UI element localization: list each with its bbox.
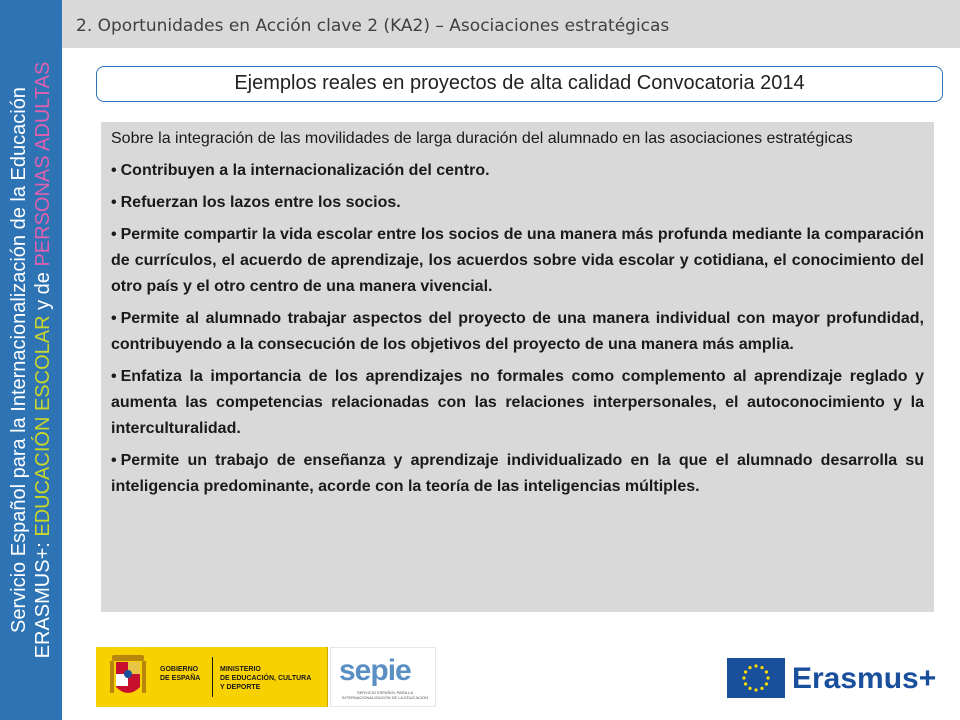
bullet-item [111, 158, 924, 184]
bullet-symbol: • [111, 310, 117, 327]
sidebar-program-line [31, 10, 55, 710]
logo-divider [212, 657, 213, 697]
bullet-symbol: • [111, 368, 117, 385]
bullet-text: Contribuyen a la internacionalización del centro. [120, 162, 490, 179]
bullet-item [111, 448, 924, 500]
bullet-text: Permite un trabajo de enseñanza y aprendizaje individualizado en la que el alumnado desarrolla su inteligencia predominante, acorde con la teoría de las inteligencias múltiples. [111, 452, 924, 495]
eu-flag-icon [727, 658, 785, 698]
bullet-item [111, 364, 924, 442]
sidebar-school-label: EDUCACIÓN ESCOLAR [32, 315, 54, 537]
sidebar-adult-label: PERSONAS ADULTAS [32, 61, 54, 267]
bullet-symbol: • [111, 226, 117, 243]
sepie-subtitle: SERVICIO ESPAÑOL PARA LA INTERNACIONALIZACIÓN DE LA EDUCACIÓN [341, 690, 429, 700]
sepie-logo [330, 647, 436, 707]
sidebar-program-prefix: ERASMUS+: [32, 536, 54, 659]
bullet-text: Enfatiza la importancia de los aprendizajes no formales como complemento al aprendizaje reglado y aumenta las competencias relacionadas con las relaciones interpersonales, el autoconocimiento y la interculturalidad. [111, 368, 924, 437]
bullet-symbol: • [111, 452, 117, 469]
bullet-item [111, 306, 924, 358]
sidebar-organization-name: Servicio Español para la Internacionalización de la Educación [8, 87, 30, 633]
government-logo [96, 647, 328, 707]
sidebar-banner [0, 0, 62, 720]
content-panel [101, 122, 934, 612]
sidebar-connector: y de [32, 266, 54, 316]
ministry-text: MINISTERIO DE EDUCACIÓN, CULTURA Y DEPORTE [220, 666, 312, 691]
bullet-symbol: • [111, 194, 117, 211]
bullet-item [111, 222, 924, 300]
sidebar-text [7, 10, 55, 710]
slide-title: Ejemplos reales en proyectos de alta calidad Convocatoria 2014 [96, 66, 943, 102]
bullet-text: Permite compartir la vida escolar entre los socios de una manera más profunda mediante la comparación de currículos, el acuerdo de aprendizaje, los acuerdos sobre vida escolar y cotidiana, el conocimiento del otro país y el otro centro de una manera vivencial. [111, 226, 924, 295]
erasmus-plus-wordmark: Erasmus+ [792, 662, 937, 695]
bullet-item [111, 190, 924, 216]
government-text: GOBIERNO DE ESPAÑA [160, 666, 201, 682]
bullet-text: Permite al alumnado trabajar aspectos del proyecto de una manera individual con mayor profundidad, contribuyendo a la consecución de los objetivos del proyecto de una manera más amplia. [111, 310, 924, 353]
coat-of-arms-icon [108, 653, 148, 701]
sepie-wordmark: sepie [339, 654, 411, 687]
bullet-text: Refuerzan los lazos entre los socios. [120, 194, 401, 211]
bullet-symbol: • [111, 162, 117, 179]
intro-paragraph: Sobre la integración de las movilidades de larga duración del alumnado en las asociaciones estratégicas [111, 130, 853, 147]
section-header: 2. Oportunidades en Acción clave 2 (KA2) – Asociaciones estratégicas [62, 0, 960, 48]
